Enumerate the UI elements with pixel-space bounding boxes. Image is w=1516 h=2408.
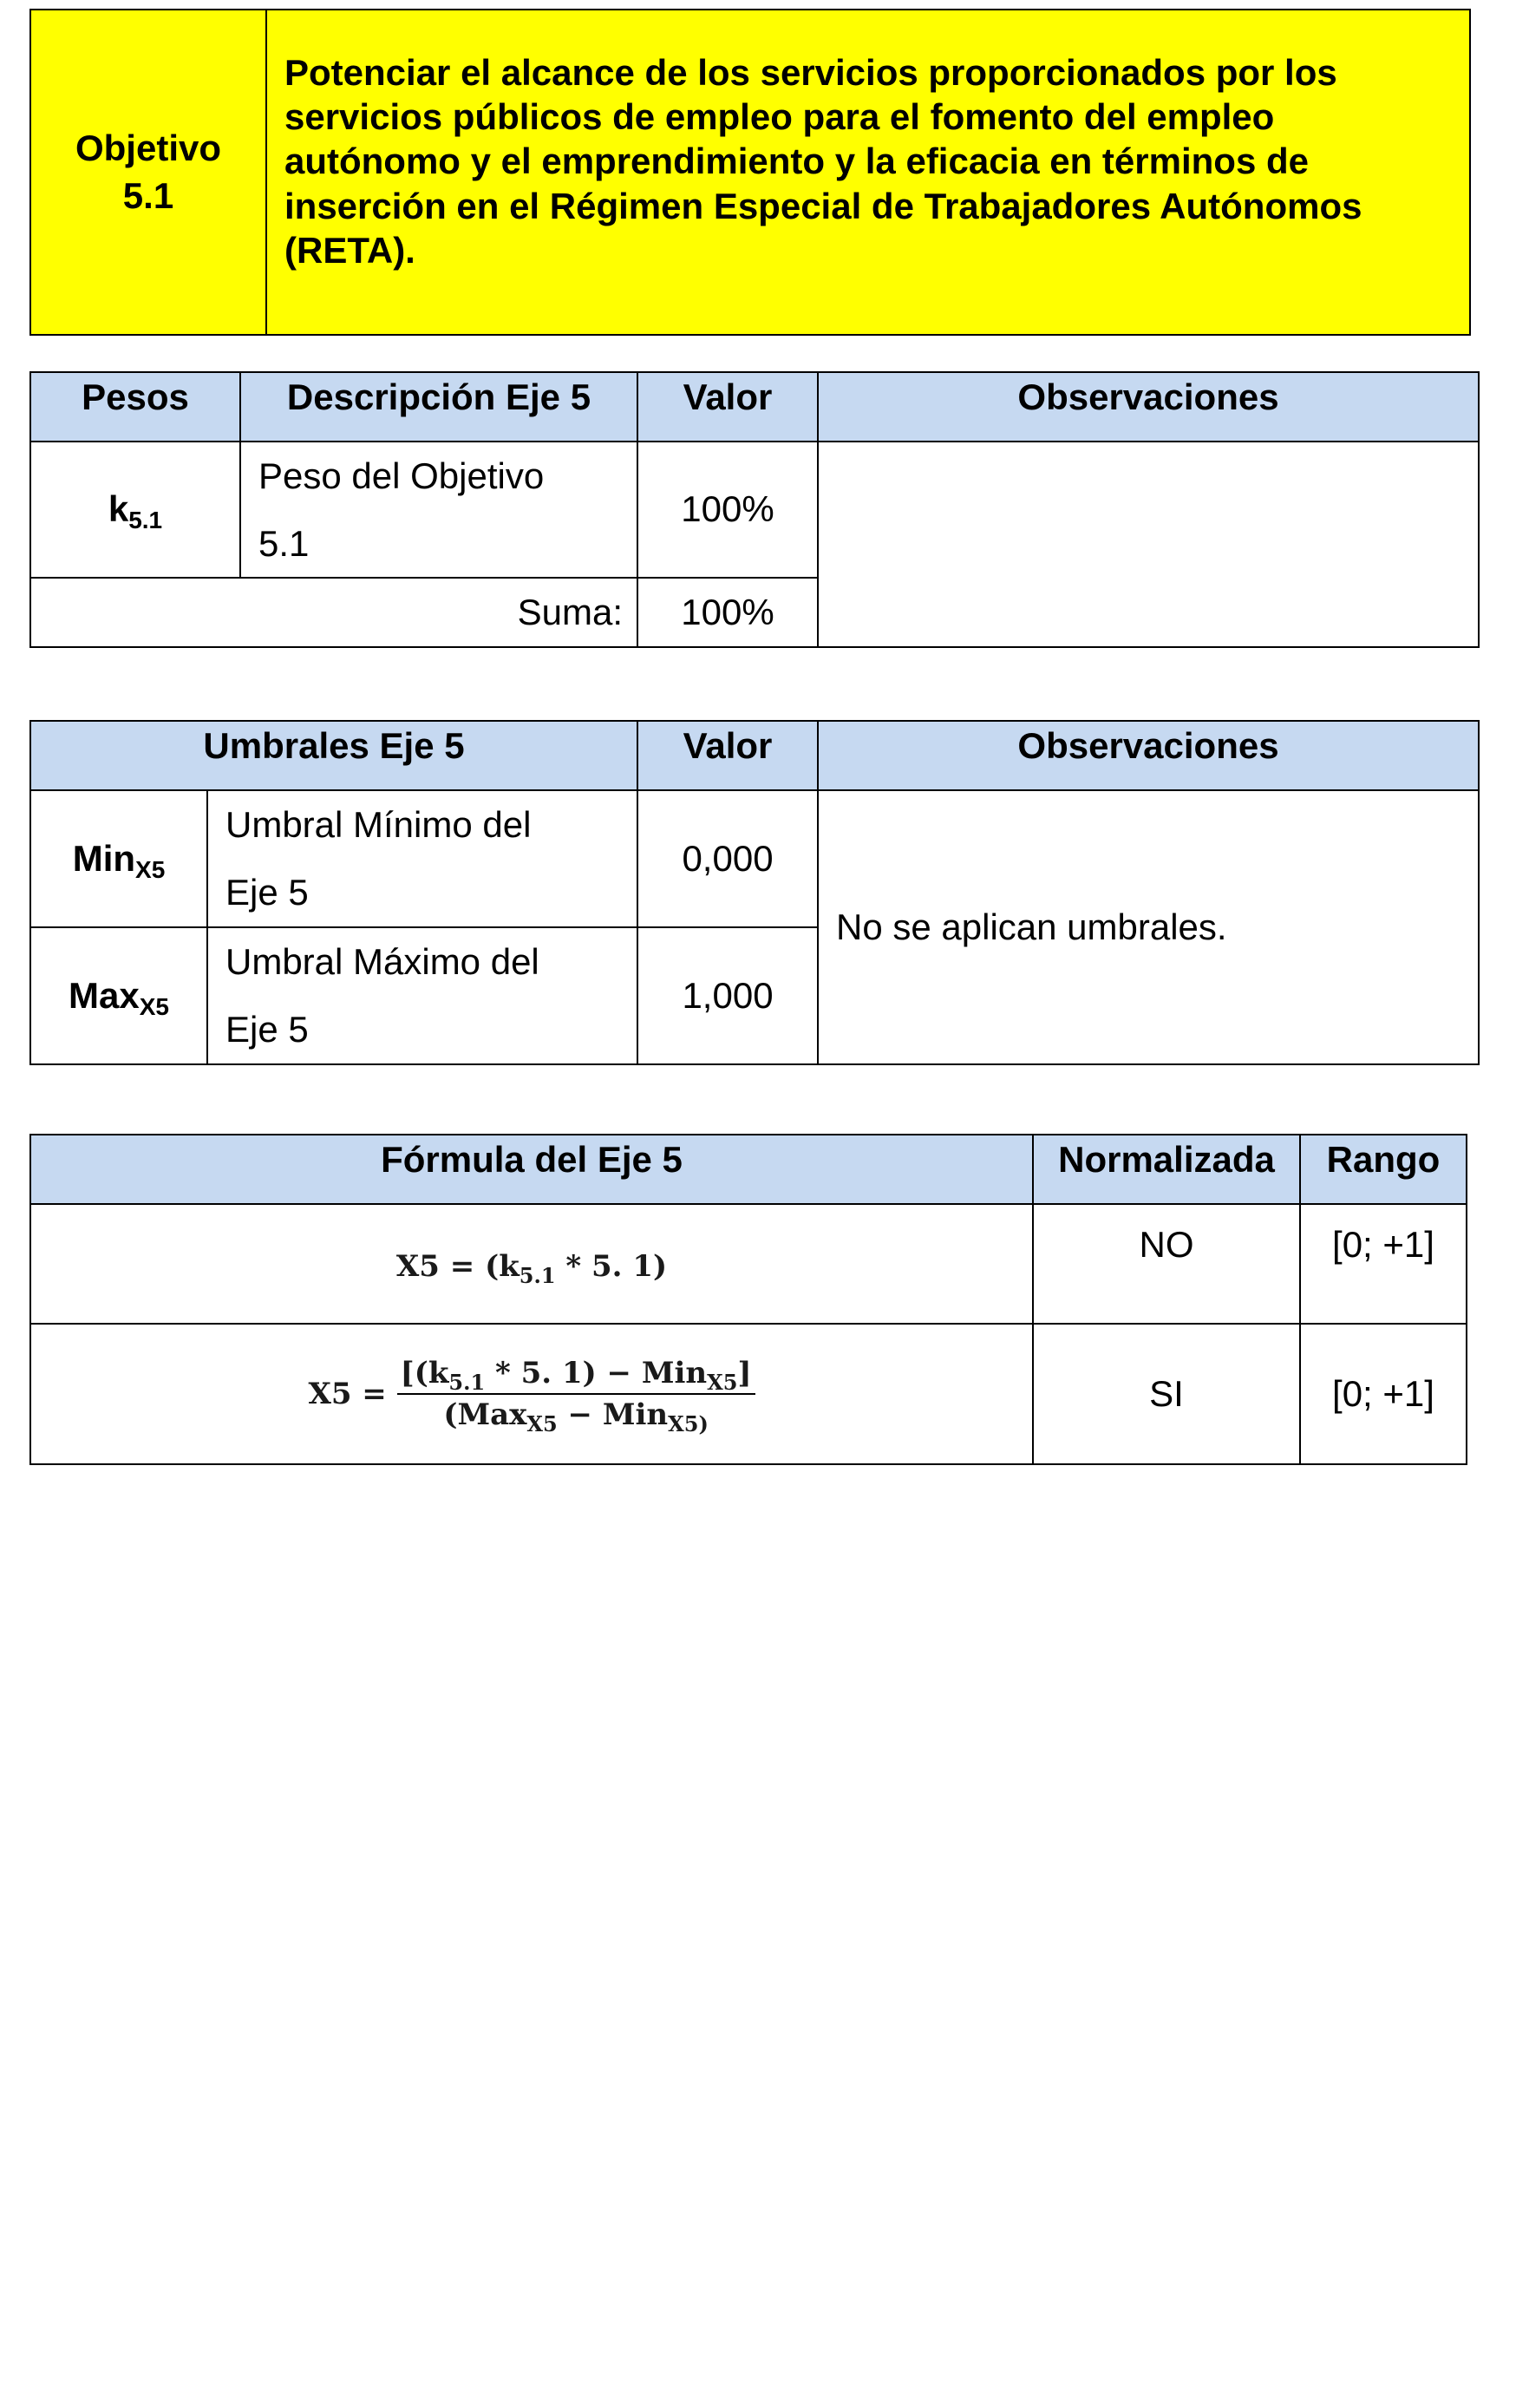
header-formula: Fórmula del Eje 5 <box>30 1135 1033 1204</box>
threshold-max-description: Umbral Máximo del Eje 5 <box>207 927 637 1064</box>
weight-description: Peso del Objetivo 5.1 <box>240 442 637 578</box>
objective-label-line2: 5.1 <box>122 174 174 216</box>
header-rango: Rango <box>1300 1135 1467 1204</box>
header-descripcion: Descripción Eje 5 <box>240 372 637 442</box>
formula-table <box>29 1134 1467 1465</box>
header-umbrales: Umbrales Eje 5 <box>30 721 637 790</box>
threshold-min-value: 0,000 <box>637 790 818 927</box>
objective-label <box>30 10 266 335</box>
formula-2-range: [0; +1] <box>1300 1324 1467 1464</box>
header-pesos: Pesos <box>30 372 240 442</box>
sum-label: Suma: <box>30 578 637 647</box>
threshold-observation: No se aplican umbrales. <box>818 790 1479 1064</box>
objective-table <box>29 9 1471 336</box>
threshold-max-value: 1,000 <box>637 927 818 1064</box>
weight-value: 100% <box>637 442 818 578</box>
objective-label-line1: Objetivo <box>75 127 222 168</box>
formula-1: $X5 = (k_{5.1} * 5$. 1) <box>30 1204 1033 1324</box>
header-observaciones: Observaciones <box>818 372 1479 442</box>
thresholds-table <box>29 720 1480 1065</box>
formula-2: X5 = $\frac{[(k_{5.1} * 5. 1) - Min_{X5}]}{(Max_{X5} - Min_{X5)}}$ <box>30 1324 1033 1464</box>
threshold-min-description: Umbral Mínimo del Eje 5 <box>207 790 637 927</box>
formula-2-normalized: SI <box>1033 1324 1300 1464</box>
header-valor: Valor <box>637 721 818 790</box>
header-normalizada: Normalizada <box>1033 1135 1300 1204</box>
weight-k-label: k5.1 <box>30 442 240 578</box>
header-valor: Valor <box>637 372 818 442</box>
formula-1-range: [0; +1] <box>1300 1204 1467 1324</box>
objective-text: Potenciar el alcance de los servicios proporcionados por los servicios públicos de empleo para el fomento del empleo autónomo y el emprendimiento y la eficacia en términos de inserción en el Régimen Especial de Trabajadores Autónomos (RETA). <box>266 10 1470 335</box>
sum-value: 100% <box>637 578 818 647</box>
threshold-min-label: MinX5 <box>30 790 207 927</box>
weights-table <box>29 371 1480 648</box>
formula-1-normalized: NO <box>1033 1204 1300 1324</box>
weight-observations <box>818 442 1479 647</box>
header-observaciones: Observaciones <box>818 721 1479 790</box>
threshold-max-label: MaxX5 <box>30 927 207 1064</box>
